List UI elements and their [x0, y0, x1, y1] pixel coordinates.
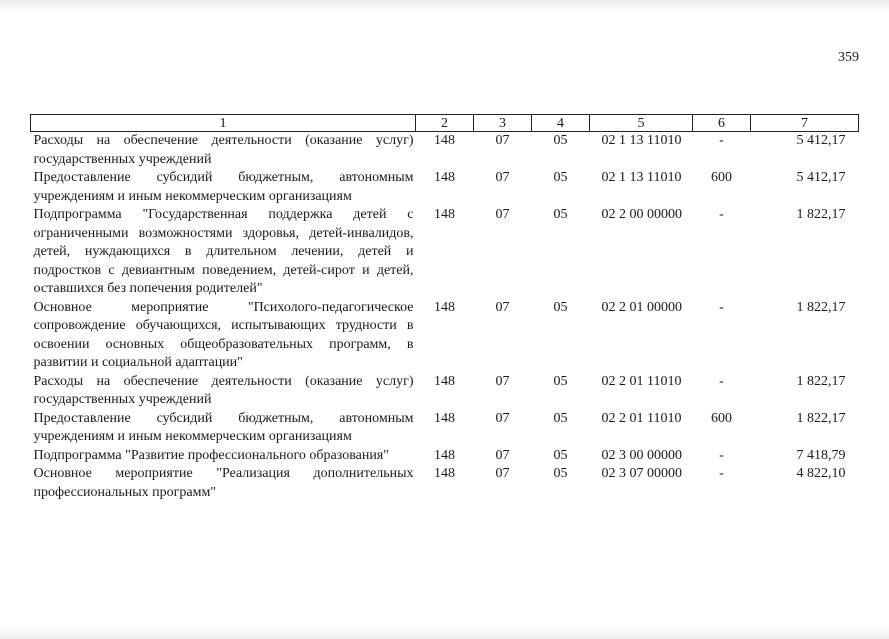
row-expense-type: -: [719, 207, 724, 222]
row-name: Подпрограмма "Развитие профессионального образования": [33, 447, 389, 463]
row-expense-type: -: [719, 447, 724, 463]
row-subsection: 05: [553, 466, 568, 481]
row-admin-code: 148: [434, 133, 455, 148]
row-target-article: 02 3 07 00000: [601, 466, 682, 481]
table-row: [31, 132, 859, 170]
row-subsection: 05: [553, 207, 568, 222]
row-target-article: 02 2 01 00000: [601, 299, 682, 315]
row-subsection: 05: [553, 170, 568, 185]
row-section: 07: [495, 299, 510, 315]
header-col-3: 3: [474, 115, 532, 132]
row-admin-code: 148: [434, 299, 455, 315]
row-admin-code: 148: [434, 373, 455, 389]
row-amount: 7 418,79: [796, 447, 846, 463]
row-expense-type: -: [719, 466, 724, 481]
table-row: [31, 410, 859, 447]
table-row: [31, 299, 859, 373]
row-target-article: 02 2 00 00000: [601, 207, 682, 222]
row-amount: 1 822,17: [796, 299, 846, 315]
header-col-4: 4: [532, 115, 590, 132]
row-admin-code: 148: [434, 466, 455, 481]
row-target-article: 02 2 01 11010: [601, 373, 682, 389]
row-expense-type: -: [719, 299, 724, 315]
row-subsection: 05: [553, 410, 568, 426]
row-section: 07: [495, 133, 510, 148]
row-expense-type: -: [719, 373, 724, 389]
scan-top-edge: [0, 0, 889, 14]
row-expense-type: 600: [711, 170, 732, 185]
budget-table: [30, 114, 859, 502]
row-target-article: 02 2 01 11010: [601, 410, 682, 426]
table-row: [31, 169, 859, 206]
row-name: Расходы на обеспечение деятельности (оказание услуг) государственных учреждений: [33, 133, 414, 167]
table-header-row: [31, 115, 859, 132]
row-section: 07: [495, 207, 510, 222]
row-target-article: 02 1 13 11010: [601, 170, 682, 185]
row-section: 07: [495, 373, 510, 389]
row-subsection: 05: [553, 447, 568, 463]
row-subsection: 05: [553, 299, 568, 315]
row-amount: 1 822,17: [796, 373, 846, 389]
row-subsection: 05: [553, 373, 568, 389]
row-name: Основное мероприятие "Психолого-педагогическое сопровождение обучающихся, испытывающих трудности в освоении основных общеобразовательных программ, в развитии и социальной адаптации": [33, 299, 414, 370]
row-target-article: 02 1 13 11010: [601, 133, 682, 148]
header-col-2: 2: [416, 115, 474, 132]
header-col-1: 1: [31, 115, 416, 132]
row-amount: 1 822,17: [796, 207, 846, 222]
row-target-article: 02 3 00 00000: [601, 447, 682, 463]
row-name: Предоставление субсидий бюджетным, автономным учреждениям и иным некоммерческим организациям: [33, 410, 414, 444]
header-col-7: 7: [751, 115, 859, 132]
row-expense-type: 600: [711, 410, 732, 426]
row-expense-type: -: [719, 133, 724, 148]
header-col-6: 6: [693, 115, 751, 132]
row-amount: 1 822,17: [796, 410, 846, 426]
scan-bottom-edge: [0, 625, 889, 639]
row-section: 07: [495, 466, 510, 481]
row-amount: 4 822,10: [796, 466, 846, 481]
row-section: 07: [495, 170, 510, 185]
page-number: 359: [838, 50, 859, 65]
row-name: Предоставление субсидий бюджетным, автономным учреждениям и иным некоммерческим организациям: [33, 170, 414, 204]
row-admin-code: 148: [434, 170, 455, 185]
row-admin-code: 148: [434, 410, 455, 426]
row-subsection: 05: [553, 133, 568, 148]
row-section: 07: [495, 410, 510, 426]
table-row: [31, 447, 859, 466]
table-row: [31, 206, 859, 299]
row-name: Основное мероприятие "Реализация дополнительных профессиональных программ": [33, 466, 414, 500]
row-amount: 5 412,17: [796, 170, 846, 185]
table-row: [31, 465, 859, 502]
row-section: 07: [495, 447, 510, 463]
header-col-5: 5: [590, 115, 693, 132]
row-name: Расходы на обеспечение деятельности (оказание услуг) государственных учреждений: [33, 373, 414, 407]
row-admin-code: 148: [434, 447, 455, 463]
row-admin-code: 148: [434, 207, 455, 222]
row-amount: 5 412,17: [796, 133, 846, 148]
row-name: Подпрограмма "Государственная поддержка детей с ограниченными возможностями здоровья, детей-инвалидов, детей, нуждающихся в длительном лечении, детей и подростков с девиантным поведением, детей-сирот и детей, оставшихся без попечения родителей": [33, 207, 414, 296]
table-row: [31, 373, 859, 410]
